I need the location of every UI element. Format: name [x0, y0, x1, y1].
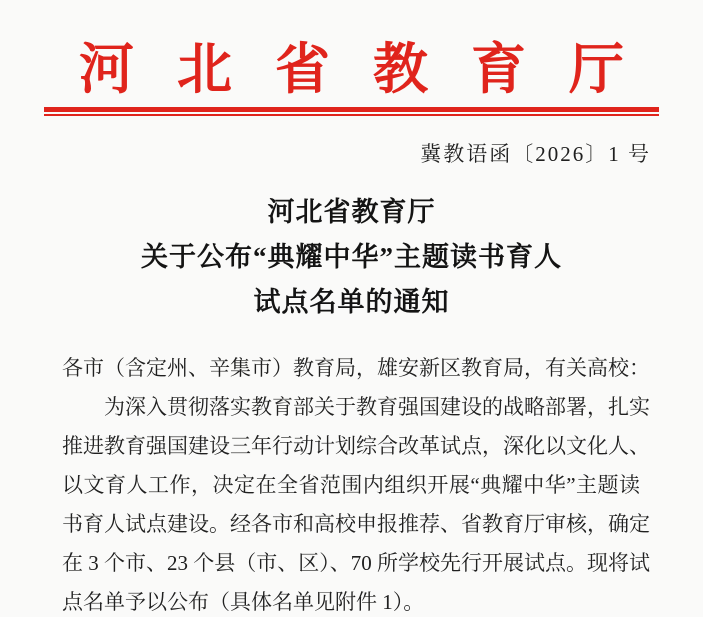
- red-separator-rule: [44, 107, 659, 116]
- body-line-1: 为深入贯彻落实教育部关于教育强国建设的战略部署，扎实: [104, 395, 650, 419]
- rule-thin-line: [44, 114, 659, 116]
- body-line-3: 以文育人工作，决定在全省范围内组织开展“典耀中华”主题读: [62, 473, 640, 497]
- letterhead-agency-name: 河北省教育厅: [78, 39, 667, 100]
- document-number: 冀教语函〔2026〕1 号: [420, 142, 651, 166]
- notice-title: [0, 190, 703, 325]
- body-line-6: 点名单予以公布（具体名单见附件 1）。: [62, 590, 425, 614]
- salutation-line: 各市（含定州、辛集市）教育局，雄安新区教育局，有关高校：: [62, 356, 650, 380]
- notice-title-line-2: 关于公布“典耀中华”主题读书育人: [141, 242, 562, 272]
- body-line-4: 书育人试点建设。经各市和高校申报推荐、省教育厅审核，确定: [62, 512, 650, 536]
- body-line-2: 推进教育强国建设三年行动计划综合改革试点，深化以文化人、: [62, 434, 650, 458]
- notice-body: [0, 349, 650, 617]
- body-line-5: 在 3 个市、23 个县（市、区）、70 所学校先行开展试点。现将试: [62, 551, 650, 575]
- notice-title-line-1: 河北省教育厅: [267, 197, 436, 227]
- rule-thick-line: [44, 107, 659, 112]
- notice-title-line-3: 试点名单的通知: [253, 287, 450, 317]
